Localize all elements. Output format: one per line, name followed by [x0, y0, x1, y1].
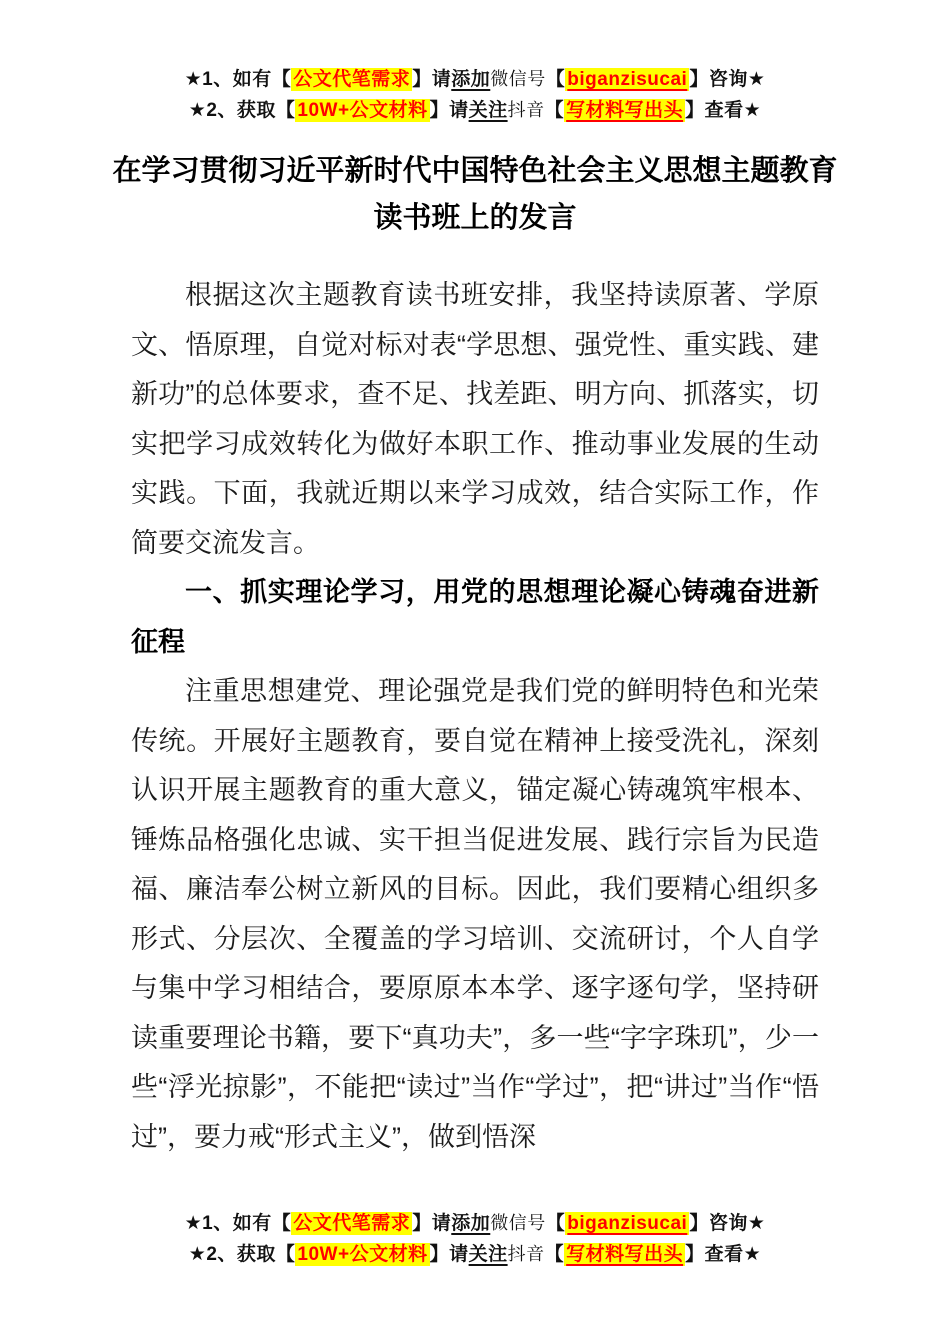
- promo-underlined-text: 添加: [451, 69, 491, 90]
- promo-text: ★1、如有【: [184, 69, 292, 90]
- promo-footer-line-1: [0, 1208, 950, 1239]
- promo-highlight: 10W+公文材料: [297, 100, 428, 121]
- paragraph-intro: 根据这次主题教育读书班安排，我坚持读原著、学原文、悟原理，自觉对标对表“学思想、强党性、重实践、建新功”的总体要求，查不足、找差距、明方向、抓落实，切实把学习成效转化为做好本职工作、推动事业发展的生动实践。下面，我就近期以来学习成效，结合实际工作，作简要交流发言。: [131, 280, 819, 558]
- promo-footer-line-2: [0, 1239, 950, 1270]
- promo-text: 【: [545, 1213, 566, 1234]
- promo-text: 】请: [429, 100, 469, 121]
- promo-text: 】请: [429, 1244, 469, 1265]
- promo-underlined-text: 关注: [468, 1244, 508, 1265]
- promo-header: [0, 64, 950, 126]
- document-body: [131, 271, 819, 1162]
- promo-header-line-2: [0, 95, 950, 126]
- promo-text: 抖音: [507, 1244, 545, 1264]
- promo-text: 微信号: [490, 69, 546, 89]
- promo-underlined-text: 添加: [451, 1213, 491, 1234]
- promo-text: 【: [545, 69, 566, 90]
- promo-text: 】请: [412, 69, 452, 90]
- section-heading-1: 一、抓实理论学习，用党的思想理论凝心铸魂奋进新征程: [131, 577, 819, 657]
- promo-text: 】查看★: [685, 100, 762, 121]
- promo-wechat-id: biganzisucai: [567, 69, 688, 90]
- promo-douyin-id: 写材料写出头: [566, 1244, 684, 1265]
- promo-text: 】查看★: [685, 1244, 762, 1265]
- promo-text: 微信号: [490, 1213, 546, 1233]
- promo-footer: [0, 1208, 950, 1270]
- promo-text: ★2、获取【: [188, 1244, 296, 1265]
- promo-highlight: 公文代笔需求: [293, 69, 411, 90]
- promo-text: 】咨询★: [689, 1213, 766, 1234]
- promo-text: 】请: [412, 1213, 452, 1234]
- promo-text: ★2、获取【: [188, 100, 296, 121]
- document-title: 在学习贯彻习近平新时代中国特色社会主义思想主题教育读书班上的发言: [112, 155, 838, 234]
- promo-header-line-1: [0, 64, 950, 95]
- promo-text: 【: [544, 100, 565, 121]
- paragraph-section-1: 注重思想建党、理论强党是我们党的鲜明特色和光荣传统。开展好主题教育，要自觉在精神上接受洗礼，深刻认识开展主题教育的重大意义，锚定凝心铸魂筑牢根本、锤炼品格强化忠诚、实干担当促进发展、践行宗旨为民造福、廉洁奉公树立新风的目标。因此，我们要精心组织多形式、分层次、全覆盖的学习培训、交流研讨，个人自学与集中学习相结合，要原原本本学、逐字逐句学，坚持研读重要理论书籍，要下“真功夫”，多一些“字字珠玑”，少一些“浮光掠影”，不能把“读过”当作“学过”，把“讲过”当作“悟过”，要力戒“形式主义”，做到悟深: [131, 676, 819, 1152]
- promo-text: 抖音: [507, 100, 545, 120]
- promo-text: 【: [544, 1244, 565, 1265]
- promo-highlight: 公文代笔需求: [293, 1213, 411, 1234]
- promo-underlined-text: 关注: [468, 100, 508, 121]
- promo-text: ★1、如有【: [184, 1213, 292, 1234]
- promo-highlight: 10W+公文材料: [297, 1244, 428, 1265]
- promo-douyin-id: 写材料写出头: [566, 100, 684, 121]
- promo-wechat-id: biganzisucai: [567, 1213, 688, 1234]
- promo-text: 】咨询★: [689, 69, 766, 90]
